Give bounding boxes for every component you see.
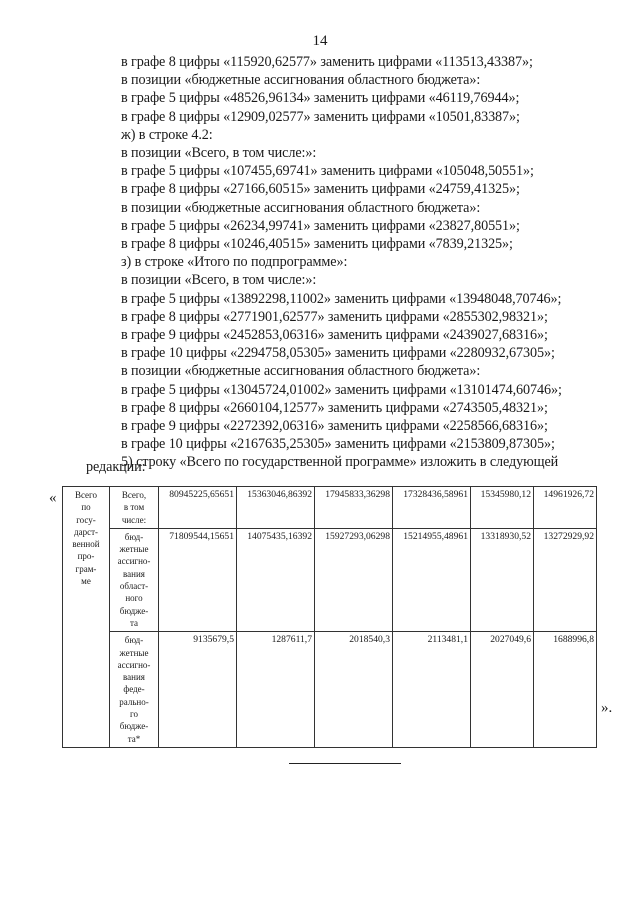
- text-line: ж) в строке 4.2:: [121, 126, 213, 143]
- table-cell: 2113481,1: [393, 632, 471, 748]
- table-row: [63, 487, 597, 529]
- text-line: в графе 5 цифры «107455,69741» заменить цифрами «105048,50551»;: [121, 163, 534, 180]
- table-cell: 1688996,8: [534, 632, 597, 748]
- table-row: [63, 528, 597, 631]
- table-cell: 14961926,72: [534, 487, 597, 529]
- table-cell: 15363046,86392: [237, 487, 315, 529]
- text-line-redakcii: редакции:: [86, 459, 146, 475]
- table-label-cell: Всего по госу- дарст- венной про- грам- ме: [63, 487, 110, 748]
- table-cell: 2027049,6: [471, 632, 534, 748]
- table-cell: 2018540,3: [315, 632, 393, 748]
- text-line: в графе 10 цифры «2167635,25305» заменить цифрами «2153809,87305»;: [121, 436, 555, 453]
- table-cell: 17945833,36298: [315, 487, 393, 529]
- closing-quote: ».: [601, 700, 613, 716]
- table-row: [63, 632, 597, 748]
- text-line: в позиции «Всего, в том числе:»:: [121, 272, 317, 289]
- text-line: в графе 5 цифры «13892298,11002» заменить цифрами «13948048,70746»;: [121, 290, 562, 307]
- table-sub-cell: Всего, в том числе:: [110, 487, 159, 529]
- table-sub-cell: бюд- жетные ассигно- вания област- ного бюдже- та: [110, 528, 159, 631]
- table-cell: 13272929,92: [534, 528, 597, 631]
- table-cell: 15345980,12: [471, 487, 534, 529]
- text-line: в графе 8 цифры «10246,40515» заменить цифрами «7839,21325»;: [121, 236, 513, 252]
- table-cell: 15214955,48961: [393, 528, 471, 631]
- program-total-table: [62, 486, 597, 748]
- text-line: в графе 8 цифры «115920,62577» заменить цифрами «113513,43387»;: [121, 54, 533, 70]
- text-line: в позиции «бюджетные ассигнования областного бюджета»:: [121, 199, 481, 216]
- text-line: в графе 9 цифры «2452853,06316» заменить цифрами «2439027,68316»;: [121, 327, 548, 343]
- text-line: в графе 9 цифры «2272392,06316» заменить цифрами «2258566,68316»;: [121, 418, 548, 434]
- table-sub-cell: бюд- жетные ассигно- вания феде- рально- го бюдже- та*: [110, 632, 159, 748]
- table-cell: 80945225,65651: [159, 487, 237, 529]
- text-line: з) в строке «Итого по подпрограмме»:: [121, 254, 348, 271]
- text-line: в графе 8 цифры «12909,02577» заменить цифрами «10501,83387»;: [121, 108, 520, 125]
- text-line: в позиции «Всего, в том числе:»:: [121, 145, 317, 161]
- page-number: 14: [312, 33, 328, 49]
- text-line: в графе 10 цифры «2294758,05305» заменить цифрами «2280932,67305»;: [121, 345, 555, 362]
- opening-quote: «: [49, 490, 57, 506]
- table-cell: 1287611,7: [237, 632, 315, 748]
- text-line: в позиции «бюджетные ассигнования областного бюджета»:: [121, 72, 481, 89]
- text-line: в графе 8 цифры «2771901,62577» заменить цифрами «2855302,98321»;: [121, 308, 548, 325]
- table-cell: 9135679,5: [159, 632, 237, 748]
- text-line: в позиции «бюджетные ассигнования областного бюджета»:: [121, 363, 481, 380]
- text-line: 5) строку «Всего по государственной программе» изложить в следующей: [121, 454, 559, 471]
- table-cell: 15927293,06298: [315, 528, 393, 631]
- footer-rule: [289, 763, 401, 764]
- text-line: в графе 5 цифры «26234,99741» заменить цифрами «23827,80551»;: [121, 217, 520, 234]
- table-cell: 71809544,15651: [159, 528, 237, 631]
- table-cell: 13318930,52: [471, 528, 534, 631]
- text-line: в графе 8 цифры «2660104,12577» заменить цифрами «2743505,48321»;: [121, 399, 548, 416]
- table-cell: 14075435,16392: [237, 528, 315, 631]
- table-cell: 17328436,58961: [393, 487, 471, 529]
- text-line: в графе 5 цифры «48526,96134» заменить цифрами «46119,76944»;: [121, 90, 520, 107]
- text-line: в графе 8 цифры «27166,60515» заменить цифрами «24759,41325»;: [121, 181, 520, 198]
- text-line: в графе 5 цифры «13045724,01002» заменить цифрами «13101474,60746»;: [121, 381, 562, 398]
